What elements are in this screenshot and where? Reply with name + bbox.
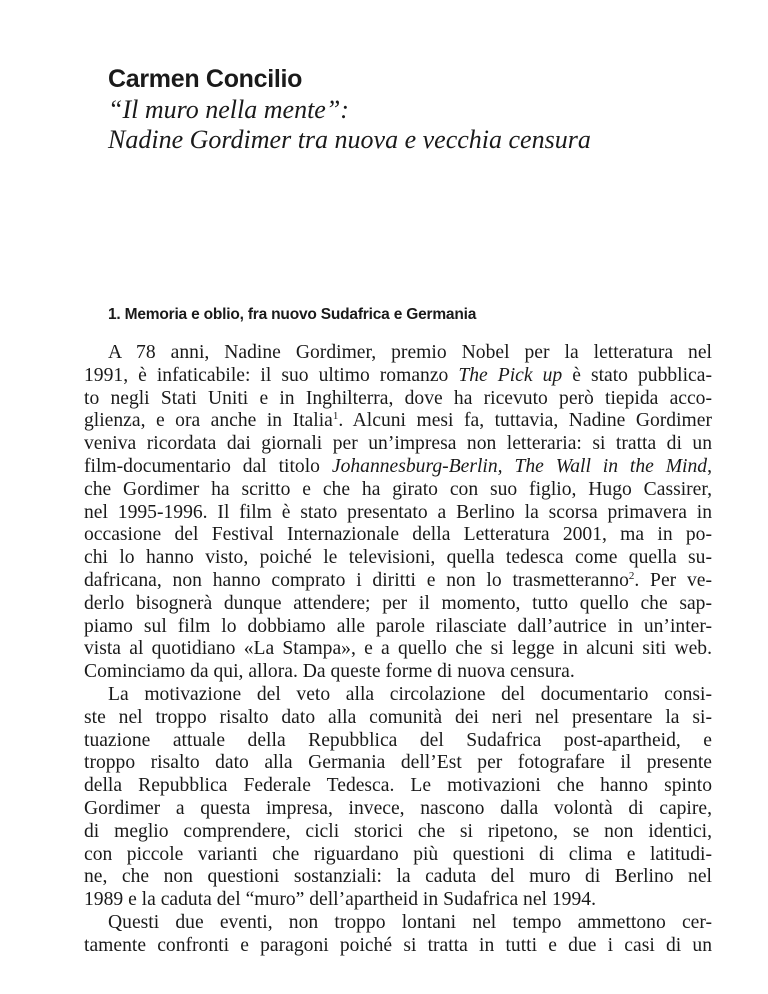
text-line: chi lo hanno visto, poiché le televisioni, quella tedesca come quella su- — [84, 547, 712, 569]
text-line: A 78 anni, Nadine Gordimer, premio Nobel per la letteratura nel — [108, 342, 712, 363]
text-line: tamente confronti e paragoni poiché si tratta in tutti e due i casi di un — [84, 934, 712, 956]
article-title-line-1: “Il muro nella mente”: — [108, 95, 349, 124]
text-line: della Repubblica Federale Tedesca. Le motivazioni che hanno spinto — [84, 775, 712, 797]
text-line: dafricana, non hanno comprato i diritti e non lo trasmetteranno$^2$. Per ve- — [84, 569, 712, 591]
text-line: con piccole varianti che riguardano più questioni di clima e latitudi- — [84, 843, 712, 865]
text-line: vista al quotidiano «La Stampa», e a quello che si legge in alcuni siti web. — [84, 638, 712, 660]
text-line: 1989 e la caduta del “muro” dell’apartheid in Sudafrica nel 1994. — [84, 889, 596, 911]
article-title-line-2: Nadine Gordimer tra nuova e vecchia censura — [108, 125, 591, 154]
text-line: 1991, è infaticabile: il suo ultimo romanzo The Pick up è stato pubblica- — [84, 364, 712, 386]
film-title-italic: Johannesburg-Berlin, The Wall in the Mind — [331, 455, 708, 477]
body-text — [84, 342, 712, 958]
text-line: Questi due eventi, non troppo lontani nel tempo ammettono cer- — [108, 911, 712, 933]
footnote-marker: 1 — [332, 410, 339, 423]
text-line: glienza, e ora anche in Italia$^1$. Alcuni mesi fa, tuttavia, Nadine Gordimer — [84, 410, 713, 432]
text-line: troppo risalto dato alla Germania dell’Est per fotografare il presente — [84, 752, 712, 774]
text-line: nel 1995-1996. Il film è stato presentato a Berlino la scorsa primavera in — [84, 501, 712, 523]
text-line: occasione del Festival Internazionale della Letteratura 2001, ma in po- — [84, 524, 712, 546]
text-line: derlo bisognerà dunque attendere; per il momento, tutto quello che sap- — [84, 592, 712, 614]
text-line: ne, che non questioni sostanziali: la caduta del muro di Berlino nel — [84, 866, 712, 888]
author-name: Carmen Concilio — [108, 65, 303, 93]
text-line: tuazione attuale della Repubblica del Sudafrica post-apartheid, e — [84, 729, 712, 751]
section-heading: 1. Memoria e oblio, fra nuovo Sudafrica e Germania — [108, 306, 477, 323]
book-title-italic: The Pick up — [458, 364, 563, 386]
text-line: Gordimer a questa impresa, invece, nascono dalla volontà di capire, — [84, 797, 712, 819]
text-line: to negli Stati Uniti e in Inghilterra, dove ha ricevuto però tiepida acco- — [84, 387, 712, 409]
text-line: film-documentario dal titolo Johannesburg-Berlin, The Wall in the Mind, — [84, 455, 712, 477]
text-line: di meglio comprendere, cicli storici che si ripetono, se non identici, — [84, 820, 712, 842]
text-line: ste nel troppo risalto dato alla comunità dei neri nel presentare la si- — [84, 706, 712, 728]
text-line: che Gordimer ha scritto e che ha girato con suo figlio, Hugo Cassirer, — [84, 478, 712, 500]
footnote-marker: 2 — [628, 569, 635, 582]
text-line: Cominciamo da qui, allora. Da queste forme di nuova censura. — [84, 661, 575, 683]
text-line: veniva ricordata dai giornali per un’impresa non letteraria: si tratta di un — [84, 433, 712, 455]
text-line: piamo sul film lo dobbiamo alle parole rilasciate dall’autrice in un’inter- — [84, 615, 712, 637]
article-header — [108, 64, 708, 155]
text-line: La motivazione del veto alla circolazione del documentario consi- — [108, 683, 712, 705]
